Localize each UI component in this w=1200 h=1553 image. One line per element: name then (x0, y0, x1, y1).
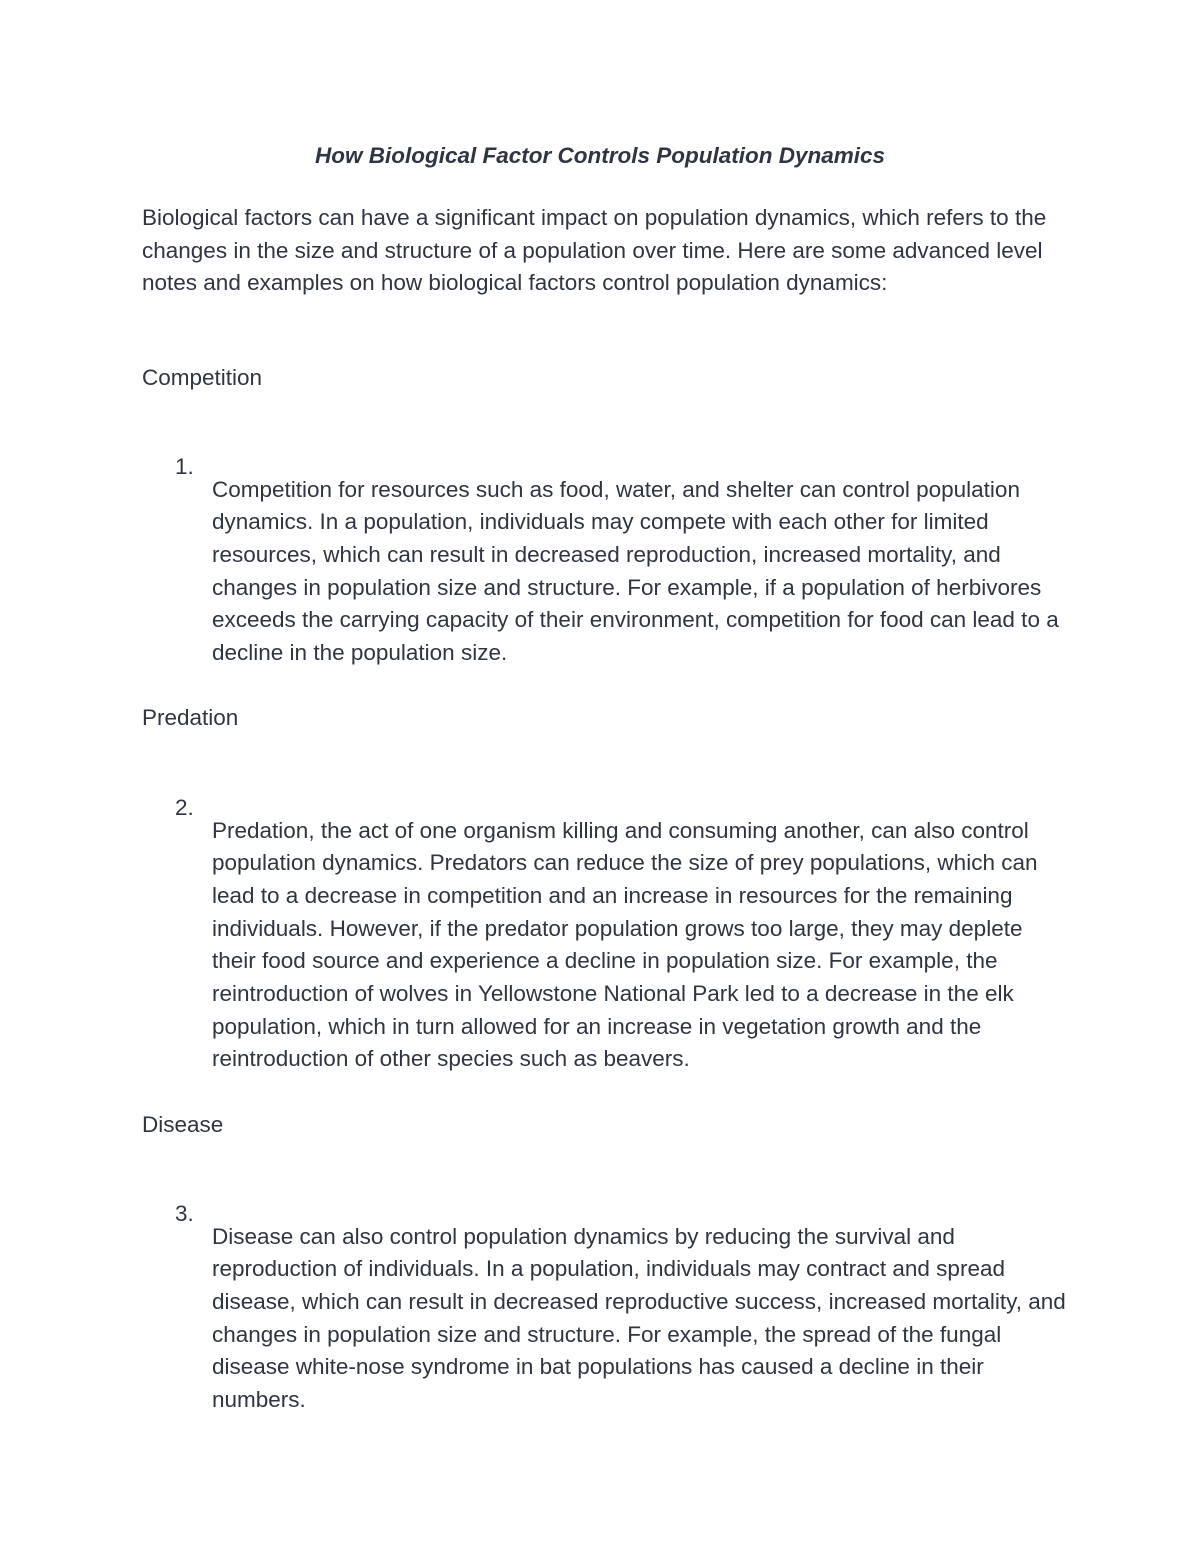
list-item-predation (142, 792, 1072, 1099)
list-number: 2. (175, 795, 194, 820)
intro-paragraph: Biological factors can have a significant impact on population dynamics, which refers to the changes in the size and structure of a population over time. Here are some advanced level notes and examples on how biological factors control population dynamics: (142, 205, 1047, 296)
list-item-disease (142, 1198, 1072, 1439)
list-item-competition (142, 451, 1072, 692)
list-item-text: Disease can also control population dynamics by reducing the survival and reproduction of individuals. In a population, individuals may contract and spread disease, which can result in decreased reproductive success, increased mortality, and changes in population size and structure. For example, the spread of the fungal disease white-nose syndrome in bat populations has caused a decline in their numbers. (212, 1223, 1066, 1413)
list-item-text: Competition for resources such as food, water, and shelter can control population dynamics. In a population, individuals may compete with each other for limited resources, which can result in decreased reproduction, increased mortality, and changes in population size and structure. For example, if a population of herbivores exceeds the carrying capacity of their environment, competition for food can lead to a decline in the population size. (212, 476, 1059, 666)
list-item-text: Predation, the act of one organism killing and consuming another, can also control population dynamics. Predators can reduce the size of prey populations, which can lead to a decrease in competition and an increase in resources for the remaining individuals. However, if the predator population grows too large, they may deplete their food source and experience a decline in population size. For example, the reintroduction of wolves in Yellowstone National Park led to a decrease in the elk population, which in turn allowed for an increase in vegetation growth and the reintroduction of other species such as beavers. (212, 817, 1038, 1072)
section-heading-disease: Disease (142, 1112, 224, 1137)
list-number: 3. (175, 1201, 194, 1226)
list-number: 1. (175, 454, 194, 479)
document-title: How Biological Factor Controls Population Dynamics (314, 143, 886, 168)
section-heading-competition: Competition (142, 365, 263, 390)
section-heading-predation: Predation (142, 705, 239, 730)
